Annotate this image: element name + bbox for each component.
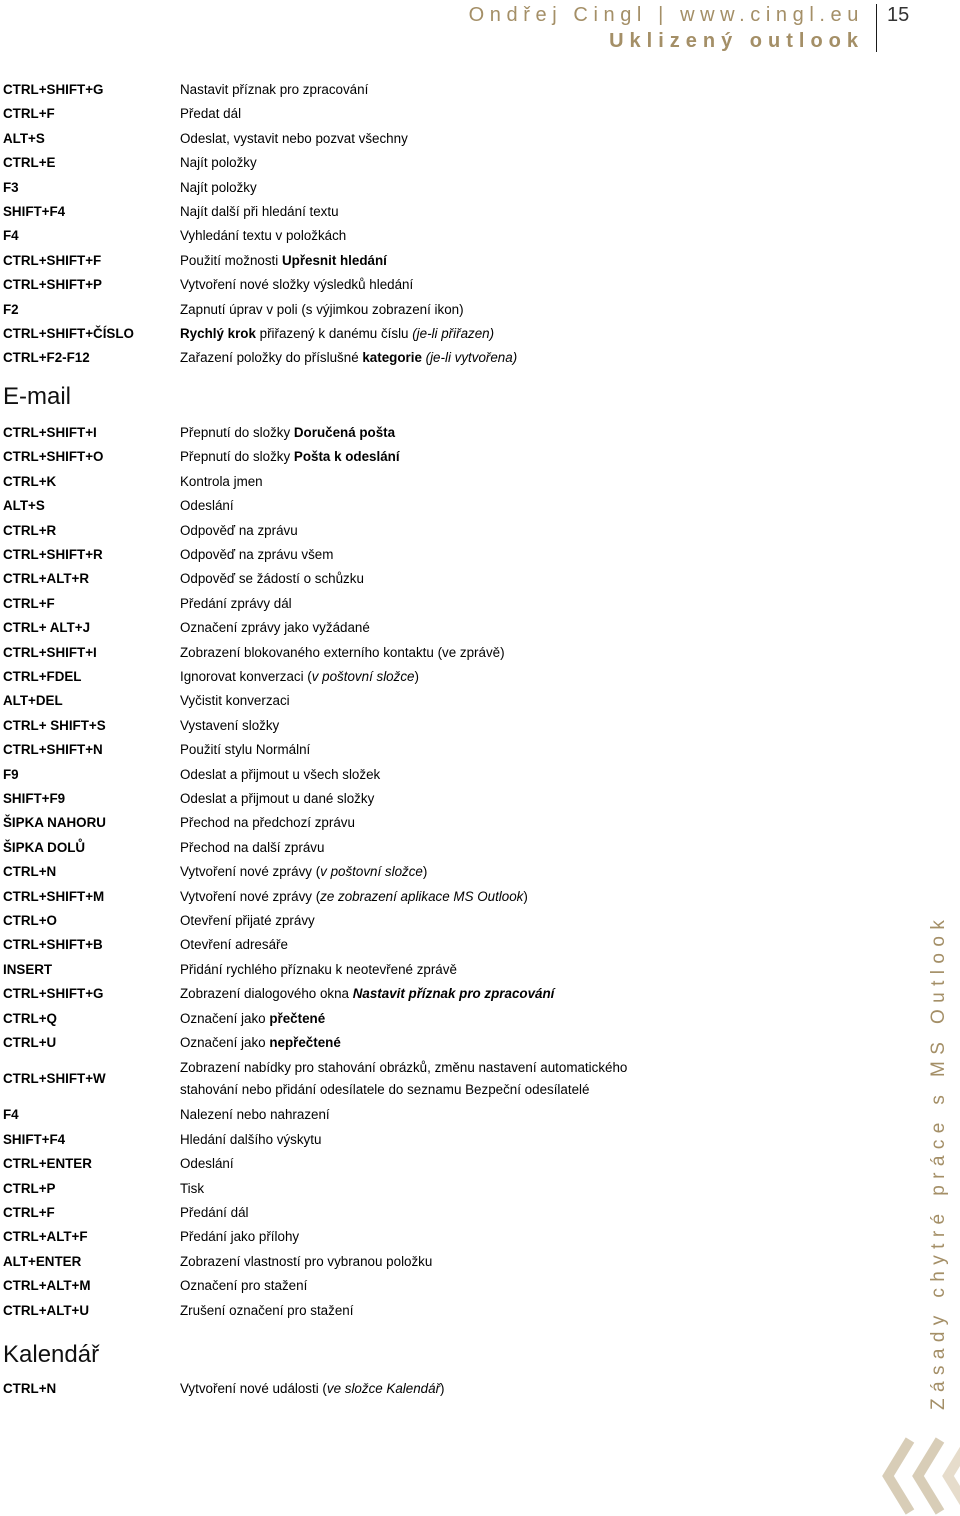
shortcut-key: CTRL+ ALT+J bbox=[3, 620, 91, 636]
shortcut-row bbox=[0, 885, 880, 909]
description-segment: ze zobrazení aplikace MS Outlook bbox=[320, 888, 524, 904]
description-segment: Předání zprávy dál bbox=[180, 595, 292, 611]
shortcut-description bbox=[180, 909, 660, 933]
description-segment: Ignorovat konverzaci ( bbox=[180, 668, 312, 684]
shortcut-row bbox=[0, 102, 880, 126]
description-segment: Přechod na další zprávu bbox=[180, 839, 325, 855]
shortcut-table-email bbox=[0, 421, 880, 1323]
shortcut-row bbox=[0, 592, 880, 616]
description-segment: Předat dál bbox=[180, 106, 242, 122]
shortcut-description bbox=[180, 200, 660, 224]
shortcut-row bbox=[0, 78, 880, 102]
description-segment: ve složce Kalendář bbox=[326, 1381, 441, 1397]
shortcut-key: CTRL+ALT+M bbox=[3, 1278, 91, 1294]
shortcut-key: CTRL+SHIFT+ČÍSLO bbox=[3, 326, 134, 342]
shortcut-row bbox=[0, 714, 880, 738]
shortcut-description bbox=[180, 933, 660, 957]
shortcut-row bbox=[0, 346, 880, 370]
description-segment: Označení zprávy jako vyžádané bbox=[180, 620, 370, 636]
description-segment: přiřazený k danému číslu bbox=[255, 326, 413, 342]
description-segment: Otevření adresáře bbox=[180, 937, 288, 953]
shortcut-key: CTRL+SHIFT+I bbox=[3, 644, 97, 660]
description-segment: Odpověď na zprávu bbox=[180, 522, 298, 538]
shortcut-description bbox=[180, 494, 660, 518]
section-heading-calendar: Kalendář bbox=[3, 1341, 100, 1369]
description-segment: Předání jako přílohy bbox=[180, 1229, 300, 1245]
description-segment: ) bbox=[422, 864, 428, 880]
shortcut-key: F4 bbox=[3, 1107, 19, 1123]
description-segment: Vytvoření nové zprávy ( bbox=[180, 864, 321, 880]
shortcut-row bbox=[0, 1377, 880, 1401]
shortcut-key: CTRL+FDEL bbox=[3, 668, 82, 684]
description-segment: Přepnutí do složky bbox=[180, 424, 294, 440]
description-segment: Odpověď na zprávu všem bbox=[180, 546, 334, 562]
description-segment: Odeslat a přijmout u všech složek bbox=[180, 766, 381, 782]
shortcut-description bbox=[180, 1274, 660, 1298]
shortcut-key: ALT+S bbox=[3, 130, 45, 146]
shortcut-description bbox=[180, 346, 660, 370]
description-segment: Vyčistit konverzaci bbox=[180, 693, 290, 709]
shortcut-key: CTRL+SHIFT+R bbox=[3, 546, 103, 562]
shortcut-row bbox=[0, 1274, 880, 1298]
description-segment: přečtené bbox=[269, 1010, 326, 1026]
shortcut-description bbox=[180, 1057, 660, 1100]
shortcut-key: CTRL+SHIFT+I bbox=[3, 424, 97, 440]
chevron-decoration-icon bbox=[880, 1436, 960, 1516]
shortcut-description bbox=[180, 860, 660, 884]
page-number: 15 bbox=[887, 4, 910, 26]
shortcut-row bbox=[0, 909, 880, 933]
description-segment: Vystavení složky bbox=[180, 717, 280, 733]
description-segment: Odpověď se žádostí o schůzku bbox=[180, 571, 364, 587]
description-segment: Hledání dalšího výskytu bbox=[180, 1131, 322, 1147]
shortcut-description bbox=[180, 738, 660, 762]
shortcut-description bbox=[180, 421, 660, 445]
shortcut-key: F3 bbox=[3, 179, 19, 195]
shortcut-description bbox=[180, 322, 660, 346]
shortcut-row bbox=[0, 763, 880, 787]
description-segment: Přepnutí do složky bbox=[180, 449, 294, 465]
shortcut-row bbox=[0, 738, 880, 762]
shortcut-description bbox=[180, 445, 660, 469]
shortcut-description bbox=[180, 1201, 660, 1225]
shortcut-row bbox=[0, 1201, 880, 1225]
shortcut-description bbox=[180, 592, 660, 616]
shortcut-key: ŠIPKA NAHORU bbox=[3, 815, 106, 831]
shortcut-description bbox=[180, 1177, 660, 1201]
description-segment: Odeslání bbox=[180, 1156, 234, 1172]
shortcut-description bbox=[180, 885, 660, 909]
shortcut-description bbox=[180, 249, 660, 273]
description-segment: Rychlý krok bbox=[180, 326, 256, 342]
description-segment: Nastavit příznak pro zpracování bbox=[352, 986, 555, 1002]
shortcut-row bbox=[0, 616, 880, 640]
shortcut-table-general bbox=[0, 78, 880, 371]
shortcut-description bbox=[180, 641, 660, 665]
shortcut-row bbox=[0, 421, 880, 445]
shortcut-key: SHIFT+F4 bbox=[3, 1131, 66, 1147]
description-segment: ) bbox=[440, 1381, 445, 1397]
shortcut-row bbox=[0, 445, 880, 469]
shortcut-key: CTRL+ALT+F bbox=[3, 1229, 88, 1245]
shortcut-description bbox=[180, 1225, 660, 1249]
shortcut-description bbox=[180, 470, 660, 494]
shortcut-key: CTRL+SHIFT+O bbox=[3, 449, 104, 465]
shortcut-row bbox=[0, 1152, 880, 1176]
description-segment: Nalezení nebo nahrazení bbox=[180, 1107, 330, 1123]
shortcut-key: CTRL+F bbox=[3, 1205, 55, 1221]
shortcut-key: SHIFT+F4 bbox=[3, 204, 66, 220]
shortcut-row bbox=[0, 494, 880, 518]
description-segment: Zobrazení blokovaného externího kontaktu (ve zprávě) bbox=[180, 644, 505, 660]
shortcut-row bbox=[0, 811, 880, 835]
document-body bbox=[0, 78, 880, 1402]
description-segment: Kontrola jmen bbox=[180, 473, 263, 489]
shortcut-row bbox=[0, 470, 880, 494]
description-segment: v poštovní složce bbox=[320, 864, 423, 880]
shortcut-description bbox=[180, 176, 660, 200]
description-segment: Vyhledání textu v položkách bbox=[180, 228, 347, 244]
shortcut-row bbox=[0, 1103, 880, 1127]
shortcut-row bbox=[0, 1177, 880, 1201]
shortcut-key: CTRL+SHIFT+M bbox=[3, 888, 105, 904]
header-title: Uklizený outlook bbox=[609, 30, 864, 52]
shortcut-row bbox=[0, 151, 880, 175]
shortcut-row bbox=[0, 1007, 880, 1031]
shortcut-description bbox=[180, 616, 660, 640]
shortcut-description bbox=[180, 298, 660, 322]
shortcut-table-calendar bbox=[0, 1377, 880, 1401]
description-segment: Přechod na předchozí zprávu bbox=[180, 815, 355, 831]
shortcut-key: ŠIPKA DOLŮ bbox=[3, 839, 86, 855]
shortcut-row bbox=[0, 298, 880, 322]
shortcut-row bbox=[0, 958, 880, 982]
shortcut-description bbox=[180, 1128, 660, 1152]
description-segment: Zobrazení nabídky pro stahování obrázků, změnu nastavení automatického stahování nebo přidání odesílatele do seznamu Bezpeční odesílatelé bbox=[180, 1060, 628, 1097]
shortcut-row bbox=[0, 322, 880, 346]
description-segment: Označení pro stažení bbox=[180, 1278, 308, 1294]
shortcut-description bbox=[180, 714, 660, 738]
shortcut-description bbox=[180, 519, 660, 543]
shortcut-key: SHIFT+F9 bbox=[3, 790, 66, 806]
description-segment: Nastavit příznak pro zpracování bbox=[180, 82, 369, 97]
shortcut-key: CTRL+Q bbox=[3, 1010, 57, 1026]
shortcut-key: CTRL+ SHIFT+S bbox=[3, 717, 106, 733]
shortcut-key: CTRL+K bbox=[3, 473, 57, 489]
description-segment: Pošta k odeslání bbox=[293, 449, 400, 465]
description-segment: Zařazení položky do příslušné bbox=[180, 350, 363, 366]
description-segment: Předání dál bbox=[180, 1205, 249, 1221]
shortcut-description bbox=[180, 127, 660, 151]
shortcut-key: CTRL+SHIFT+W bbox=[3, 1071, 106, 1087]
shortcut-key: CTRL+SHIFT+P bbox=[3, 277, 102, 293]
description-segment: Vytvoření nové události ( bbox=[180, 1381, 327, 1397]
shortcut-row bbox=[0, 665, 880, 689]
description-segment: Doručená pošta bbox=[293, 424, 396, 440]
shortcut-key: F2 bbox=[3, 301, 19, 317]
shortcut-row bbox=[0, 1250, 880, 1274]
shortcut-key: CTRL+ALT+U bbox=[3, 1302, 90, 1318]
shortcut-row bbox=[0, 1031, 880, 1055]
description-segment: kategorie bbox=[362, 350, 422, 366]
description-segment: (je-li přiřazen) bbox=[412, 326, 495, 342]
description-segment: Odeslat, vystavit nebo pozvat všechny bbox=[180, 130, 408, 146]
shortcut-key: ALT+S bbox=[3, 498, 45, 514]
shortcut-row bbox=[0, 787, 880, 811]
shortcut-key: CTRL+R bbox=[3, 522, 57, 538]
shortcut-description bbox=[180, 78, 660, 102]
shortcut-row bbox=[0, 224, 880, 248]
side-title: Zásady chytré práce s MS Outlook bbox=[928, 913, 949, 1410]
description-segment: Najít položky bbox=[180, 179, 257, 195]
description-segment: Najít další při hledání textu bbox=[180, 204, 339, 220]
shortcut-description bbox=[180, 982, 660, 1006]
shortcut-row bbox=[0, 860, 880, 884]
shortcut-row bbox=[0, 1128, 880, 1152]
description-segment: ) bbox=[523, 888, 528, 904]
description-segment: Použití stylu Normální bbox=[180, 742, 311, 758]
shortcut-description bbox=[180, 787, 660, 811]
description-segment: ) bbox=[414, 668, 419, 684]
shortcut-row bbox=[0, 543, 880, 567]
shortcut-key: CTRL+O bbox=[3, 913, 57, 928]
description-segment: Otevření přijaté zprávy bbox=[180, 913, 315, 928]
description-segment: Vytvoření nové složky výsledků hledání bbox=[180, 277, 414, 293]
shortcut-key: CTRL+SHIFT+B bbox=[3, 937, 103, 953]
description-segment: Zrušení označení pro stažení bbox=[180, 1302, 354, 1318]
shortcut-description bbox=[180, 763, 660, 787]
shortcut-key: CTRL+F2-F12 bbox=[3, 350, 90, 366]
shortcut-description bbox=[180, 1377, 660, 1401]
description-segment: Zobrazení dialogového okna bbox=[180, 986, 353, 1002]
description-segment: Najít položky bbox=[180, 155, 257, 171]
description-segment: (je-li vytvořena) bbox=[421, 350, 518, 366]
shortcut-row bbox=[0, 127, 880, 151]
shortcut-description bbox=[180, 689, 660, 713]
shortcut-key: CTRL+ENTER bbox=[3, 1156, 92, 1172]
shortcut-row bbox=[0, 1055, 880, 1103]
description-segment: v poštovní složce bbox=[311, 668, 415, 684]
shortcut-key: CTRL+U bbox=[3, 1035, 57, 1051]
shortcut-description bbox=[180, 1031, 660, 1055]
shortcut-key: CTRL+F bbox=[3, 106, 55, 122]
description-segment: Upřesnit hledání bbox=[281, 252, 387, 268]
description-segment: Zapnutí úprav v poli (s výjimkou zobrazení ikon) bbox=[180, 301, 464, 317]
shortcut-row bbox=[0, 982, 880, 1006]
shortcut-key: CTRL+SHIFT+G bbox=[3, 986, 104, 1002]
description-segment: Odeslat a přijmout u dané složky bbox=[180, 790, 375, 806]
shortcut-description bbox=[180, 1250, 660, 1274]
shortcut-row bbox=[0, 567, 880, 591]
shortcut-key: ALT+ENTER bbox=[3, 1253, 82, 1269]
shortcut-key: CTRL+SHIFT+N bbox=[3, 742, 103, 758]
shortcut-description bbox=[180, 543, 660, 567]
shortcut-row bbox=[0, 836, 880, 860]
shortcut-description bbox=[180, 1299, 660, 1323]
description-segment: Označení jako bbox=[180, 1010, 270, 1026]
shortcut-description bbox=[180, 273, 660, 297]
description-segment: Zobrazení vlastností pro vybranou položku bbox=[180, 1253, 433, 1269]
shortcut-description bbox=[180, 958, 660, 982]
shortcut-key: F9 bbox=[3, 766, 19, 782]
description-segment: nepřečtené bbox=[269, 1035, 341, 1051]
shortcut-description bbox=[180, 102, 660, 126]
shortcut-description bbox=[180, 665, 660, 689]
description-segment: Tisk bbox=[180, 1180, 205, 1196]
shortcut-row bbox=[0, 519, 880, 543]
shortcut-key: F4 bbox=[3, 228, 19, 244]
shortcut-description bbox=[180, 811, 660, 835]
shortcut-key: CTRL+P bbox=[3, 1180, 56, 1196]
shortcut-key: CTRL+SHIFT+F bbox=[3, 252, 102, 268]
description-segment: Přidání rychlého příznaku k neotevřené zprávě bbox=[180, 961, 457, 977]
shortcut-row bbox=[0, 1225, 880, 1249]
shortcut-row bbox=[0, 1299, 880, 1323]
shortcut-row bbox=[0, 176, 880, 200]
shortcut-key: CTRL+F bbox=[3, 595, 55, 611]
shortcut-description bbox=[180, 1152, 660, 1176]
shortcut-description bbox=[180, 836, 660, 860]
shortcut-key: INSERT bbox=[3, 961, 53, 977]
shortcut-key: ALT+DEL bbox=[3, 693, 63, 709]
shortcut-key: CTRL+N bbox=[3, 864, 57, 880]
description-segment: Označení jako bbox=[180, 1035, 270, 1051]
shortcut-row bbox=[0, 933, 880, 957]
description-segment: Vytvoření nové zprávy ( bbox=[180, 888, 321, 904]
shortcut-row bbox=[0, 200, 880, 224]
shortcut-key: CTRL+ALT+R bbox=[3, 571, 90, 587]
shortcut-row bbox=[0, 273, 880, 297]
shortcut-row bbox=[0, 689, 880, 713]
shortcut-key: CTRL+SHIFT+G bbox=[3, 82, 104, 97]
shortcut-description bbox=[180, 151, 660, 175]
shortcut-row bbox=[0, 249, 880, 273]
shortcut-description bbox=[180, 567, 660, 591]
header-author-site: Ondřej Cingl | www.cingl.eu bbox=[468, 4, 864, 26]
section-heading-email: E-mail bbox=[3, 382, 72, 410]
shortcut-row bbox=[0, 641, 880, 665]
header-divider bbox=[876, 4, 877, 52]
shortcut-description bbox=[180, 1007, 660, 1031]
shortcut-key: CTRL+E bbox=[3, 155, 56, 171]
shortcut-description bbox=[180, 224, 660, 248]
description-segment: Odeslání bbox=[180, 498, 234, 514]
shortcut-key: CTRL+N bbox=[3, 1381, 57, 1397]
description-segment: Použití možnosti bbox=[180, 252, 282, 268]
shortcut-description bbox=[180, 1103, 660, 1127]
